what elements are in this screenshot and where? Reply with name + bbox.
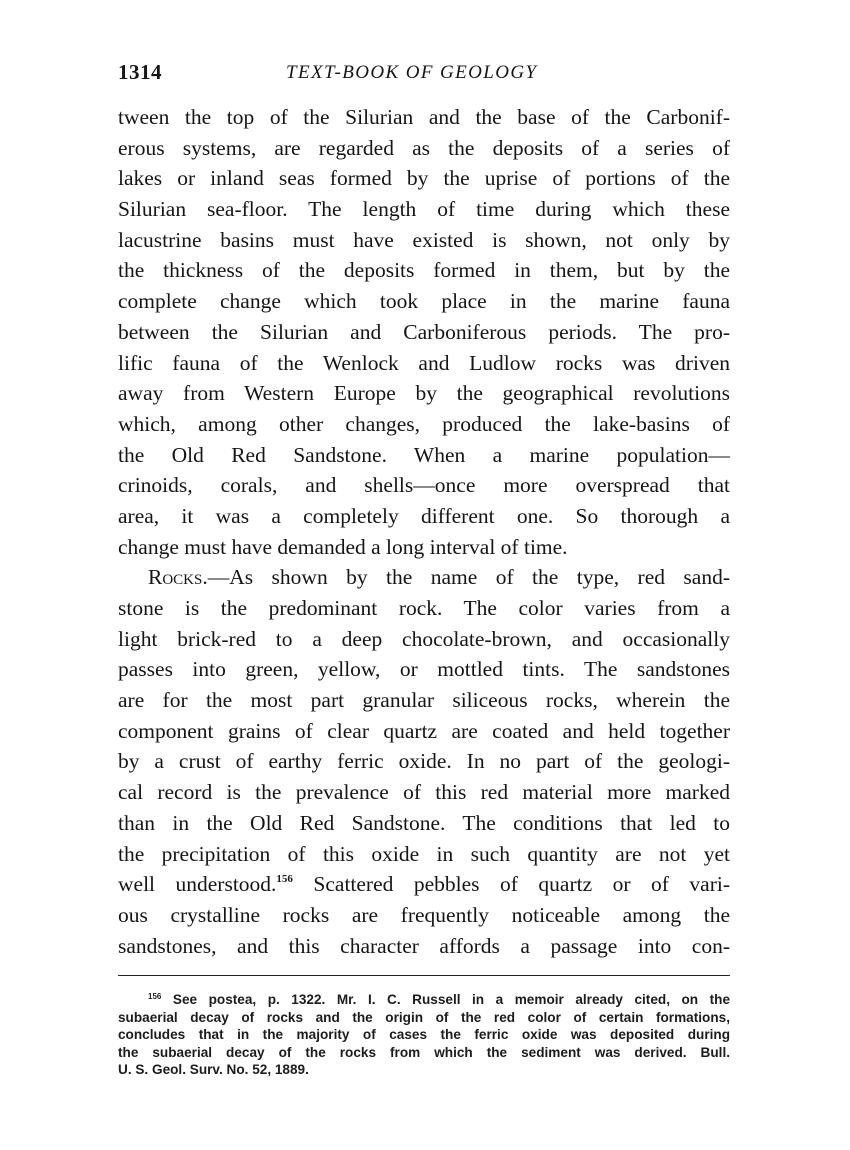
page-header [118,60,730,94]
footnote-divider [118,975,730,976]
rocks-paragraph-first-line [118,562,730,593]
text-line: tween the top of the Silurian and the base of the Carbonif- [118,105,730,129]
text-line: change must have demanded a long interval of time. [118,534,568,559]
text-line: stone is the predominant rock. The color varies from a [118,596,730,620]
text-line: which, among other changes, produced the lake-basins of [118,411,730,436]
footnote-marker: 156 [148,992,162,1001]
text-line: the thickness of the deposits formed in them, but by the [118,258,730,283]
text-line: lacustrine basins must have existed is shown, not only by [118,227,730,252]
text-line: are for the most part granular siliceous rocks, wherein the [118,688,730,713]
page-number: 1314 [118,60,162,84]
text-run: —As shown by the name of the type, red sand- [207,565,730,590]
text-line: sandstones, and this character affords a passage into con- [118,933,730,958]
text-line: complete change which took place in the marine fauna [118,289,730,314]
text-line: lific fauna of the Wenlock and Ludlow rocks was driven [118,350,730,375]
text-line: erous systems, are regarded as the deposits of a series of [118,135,730,160]
text-line: crinoids, corals, and shells—once more overspread that [118,473,730,498]
text-line: between the Silurian and Carboniferous periods. The pro- [118,319,730,344]
text-line: light brick-red to a deep chocolate-brown, and occasionally [118,626,730,651]
text-line: than in the Old Red Sandstone. The conditions that led to [118,810,730,835]
text-line: component grains of clear quartz are coated and held together [118,718,730,743]
text-line: the precipitation of this oxide in such quantity are not yet [118,841,730,866]
footnote-reference[interactable]: 156 [276,873,293,886]
footnote-line: U. S. Geol. Surv. No. 52, 1889. [118,1062,309,1077]
text-line: the Old Red Sandstone. When a marine population— [118,442,730,467]
rocks-heading: Rocks. [148,565,208,590]
text-line: away from Western Europe by the geographical revolutions [118,381,730,406]
footnote-line: subaerial decay of rocks and the origin of the red color of certain formations, [118,1009,730,1025]
footnote-line: the subaerial decay of the rocks from which the sediment was derived. Bull. [118,1044,730,1060]
text-line-with-reference [118,869,730,900]
footnote-text-run: See postea, p. 1322. Mr. I. C. Russell in a memoir already cited, on the [161,992,730,1007]
text-line: lakes or inland seas formed by the uprise of portions of the [118,166,730,191]
footnote-first-line [118,991,730,1009]
text-line: by a crust of earthy ferric oxide. In no part of the geologi- [118,749,730,774]
text-line: Silurian sea-floor. The length of time during which these [118,197,730,222]
text-line: ous crystalline rocks are frequently noticeable among the [118,902,730,927]
text-line: cal record is the prevalence of this red material more marked [118,780,730,805]
text-run: well understood. [118,872,277,897]
text-line: area, it was a completely different one. So thorough a [118,503,730,528]
body-text [118,102,730,961]
footnote-line: concludes that in the majority of cases the ferric oxide was deposited during [118,1027,730,1042]
running-title: TEXT-BOOK OF GEOLOGY [286,62,538,83]
text-run: Scattered pebbles of quartz or of vari- [292,872,730,897]
text-line: passes into green, yellow, or mottled tints. The sandstones [118,657,730,682]
footnote [118,991,730,1079]
